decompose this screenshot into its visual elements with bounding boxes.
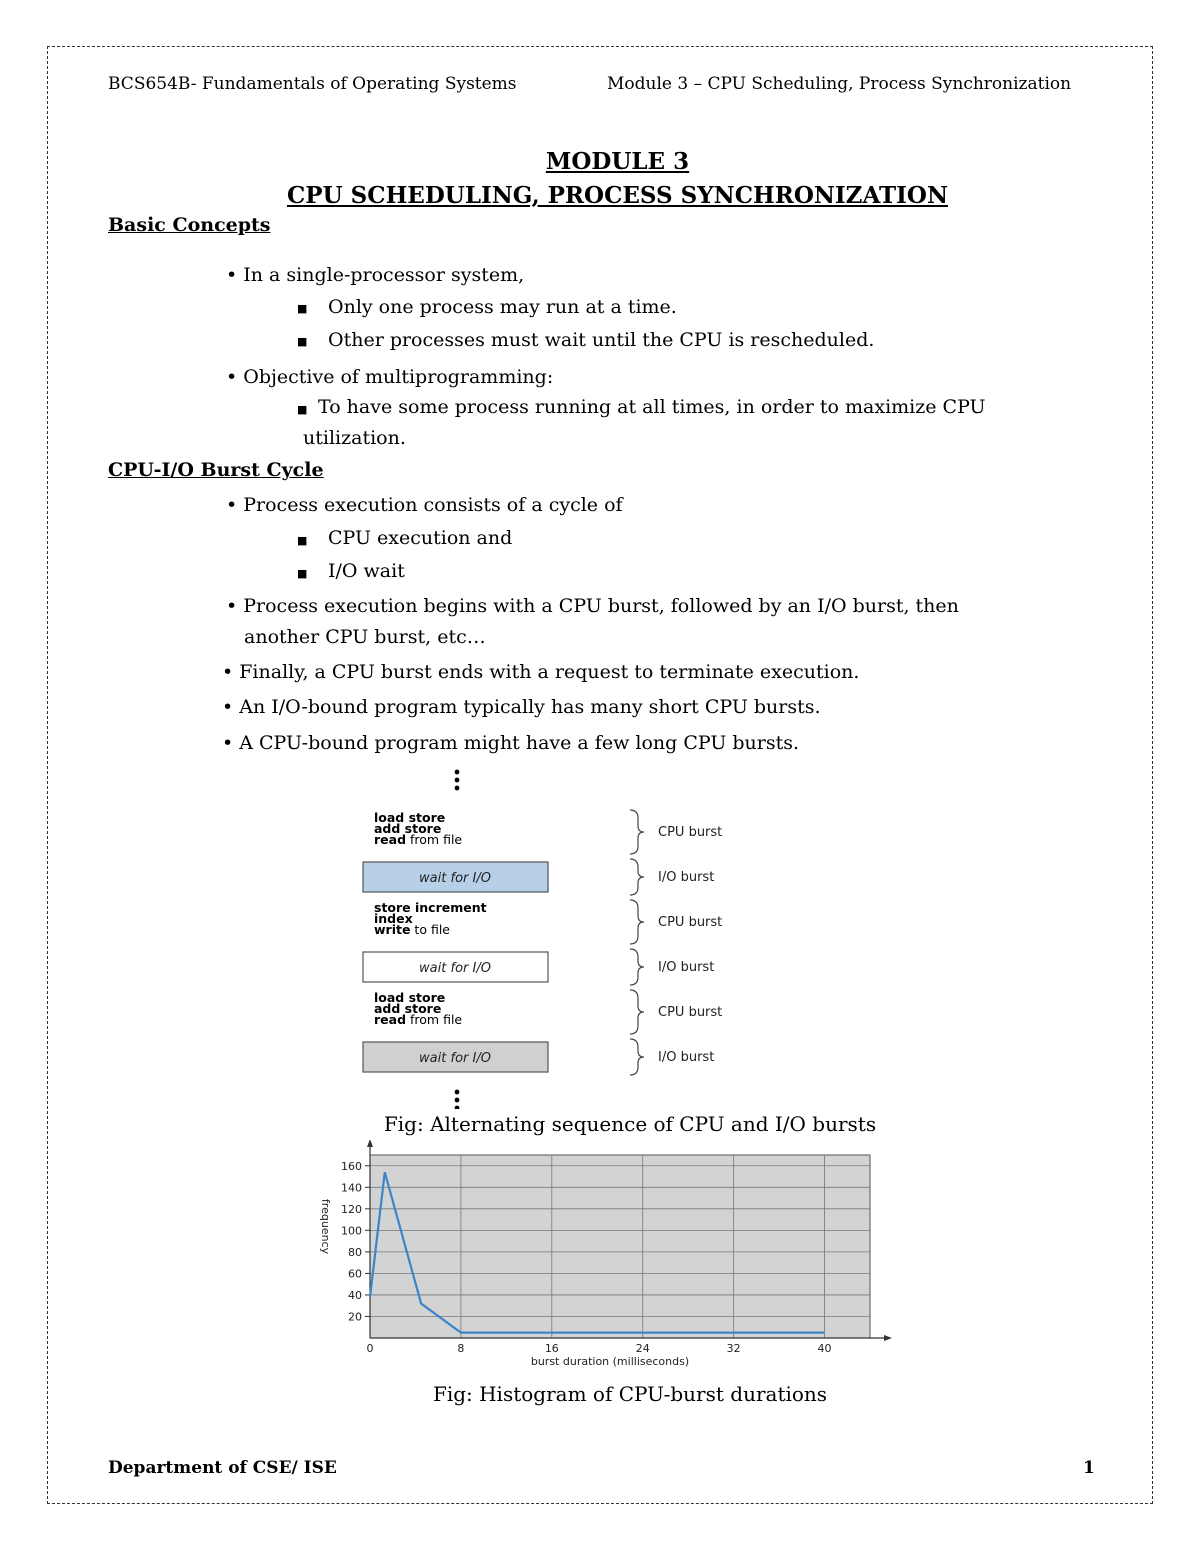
y-axis-arrow-icon <box>367 1140 373 1147</box>
y-tick-label: 160 <box>341 1159 362 1173</box>
bullet-text: Objective of multiprogramming: <box>243 366 554 388</box>
bullet-item: • Objective of multiprogramming: <box>226 366 554 388</box>
x-tick-label: 32 <box>726 1342 741 1355</box>
bullet-item: • Finally, a CPU burst ends with a request to terminate execution. <box>222 661 860 683</box>
module-subtitle: CPU SCHEDULING, PROCESS SYNCHRONIZATION <box>287 182 948 209</box>
bullet-item: • Process execution consists of a cycle of <box>226 494 623 516</box>
brace-label: I/O burst <box>658 870 715 885</box>
y-tick-label: 140 <box>341 1181 362 1195</box>
bullet-text: Process execution consists of a cycle of <box>243 494 623 516</box>
y-tick-label: 40 <box>348 1288 362 1302</box>
brace-label: CPU burst <box>658 1005 723 1020</box>
y-tick-label: 60 <box>348 1267 362 1281</box>
curly-brace <box>630 1039 644 1075</box>
brace-label: CPU burst <box>658 915 723 930</box>
bullet-text-continued: another CPU burst, etc… <box>244 626 486 648</box>
square-bullet-icon: ■ <box>297 403 308 416</box>
figure2-caption: Fig: Histogram of CPU-burst durations <box>432 1382 828 1406</box>
square-bullet-icon: ■ <box>297 567 308 580</box>
square-bullet-icon: ■ <box>297 302 308 315</box>
code-line: store increment <box>374 900 487 915</box>
footer-department: Department of CSE/ ISE <box>108 1458 337 1478</box>
burst-sequence-diagram <box>340 764 820 1109</box>
bullet-text: In a single-processor system, <box>243 264 525 286</box>
bullet-item: • An I/O-bound program typically has many short CPU bursts. <box>222 696 821 718</box>
brace-label: CPU burst <box>658 825 723 840</box>
bullet-text: Process execution begins with a CPU burst, followed by an I/O burst, then <box>243 595 959 617</box>
page-number: 1 <box>1083 1458 1095 1478</box>
ellipsis-dot <box>455 786 460 791</box>
plot-area <box>370 1155 870 1338</box>
x-tick-label: 0 <box>366 1342 374 1355</box>
bullet-text: A CPU-bound program might have a few long CPU bursts. <box>239 732 800 754</box>
y-tick-label: 100 <box>341 1224 362 1238</box>
bullet-item: • A CPU-bound program might have a few long CPU bursts. <box>222 732 800 754</box>
y-tick-label: 20 <box>348 1310 362 1324</box>
bullet-text: Finally, a CPU burst ends with a request to terminate execution. <box>239 661 860 683</box>
ellipsis-dot <box>455 778 460 783</box>
io-wait-label: wait for I/O <box>419 1051 491 1066</box>
io-wait-label: wait for I/O <box>419 961 491 976</box>
figure1-caption: Fig: Alternating sequence of CPU and I/O bursts <box>383 1112 877 1136</box>
sub-bullet-text: CPU execution and <box>328 527 513 549</box>
sub-bullet-text-continued: utilization. <box>303 427 406 449</box>
sub-bullet-text: Other processes must wait until the CPU is rescheduled. <box>328 329 875 351</box>
square-bullet-icon: ■ <box>297 534 308 547</box>
ellipsis-dot <box>455 770 460 775</box>
sub-bullet-text: Only one process may run at a time. <box>328 296 677 318</box>
ellipsis-dot <box>455 1098 460 1103</box>
sub-bullet-text: I/O wait <box>328 560 405 582</box>
y-axis-label: frequency <box>319 1198 332 1255</box>
x-tick-label: 16 <box>544 1342 559 1355</box>
curly-brace <box>630 810 644 854</box>
bullet-item: • Process execution begins with a CPU burst, followed by an I/O burst, then <box>226 595 959 617</box>
x-tick-label: 8 <box>457 1342 465 1355</box>
code-line: load store <box>374 810 446 825</box>
sub-bullet-text: To have some process running at all times, in order to maximize CPU <box>318 396 986 418</box>
module-title: MODULE 3 <box>545 148 690 175</box>
code-line: add store <box>374 1001 442 1016</box>
burst-histogram-chart <box>300 1140 900 1375</box>
io-wait-label: wait for I/O <box>419 871 491 886</box>
square-bullet-icon: ■ <box>297 335 308 348</box>
y-tick-label: 80 <box>348 1245 362 1259</box>
y-tick-label: 120 <box>341 1202 362 1216</box>
bullet-item: • In a single-processor system, <box>226 264 525 286</box>
code-line: read from file <box>374 832 463 847</box>
code-line: write to file <box>374 922 450 937</box>
heading-burst-cycle: CPU-I/O Burst Cycle <box>108 459 324 481</box>
curly-brace <box>630 949 644 985</box>
header-course: BCS654B- Fundamentals of Operating Systems <box>108 74 517 94</box>
code-line: read from file <box>374 1012 463 1027</box>
x-tick-label: 40 <box>817 1342 832 1355</box>
curly-brace <box>630 990 644 1034</box>
x-tick-label: 24 <box>635 1342 650 1355</box>
heading-basic-concepts: Basic Concepts <box>108 214 271 236</box>
brace-label: I/O burst <box>658 960 715 975</box>
code-line: index <box>374 911 413 926</box>
brace-label: I/O burst <box>658 1050 715 1065</box>
ellipsis-dot <box>455 1090 460 1095</box>
code-line: add store <box>374 821 442 836</box>
curly-brace <box>630 900 644 944</box>
code-line: load store <box>374 990 446 1005</box>
bullet-text: An I/O-bound program typically has many short CPU bursts. <box>239 696 821 718</box>
x-axis-label: burst duration (milliseconds) <box>530 1355 690 1368</box>
ellipsis-dot <box>455 1106 460 1109</box>
x-axis-arrow-icon <box>884 1335 892 1341</box>
curly-brace <box>630 859 644 895</box>
header-module: Module 3 – CPU Scheduling, Process Synchronization <box>607 74 1072 94</box>
